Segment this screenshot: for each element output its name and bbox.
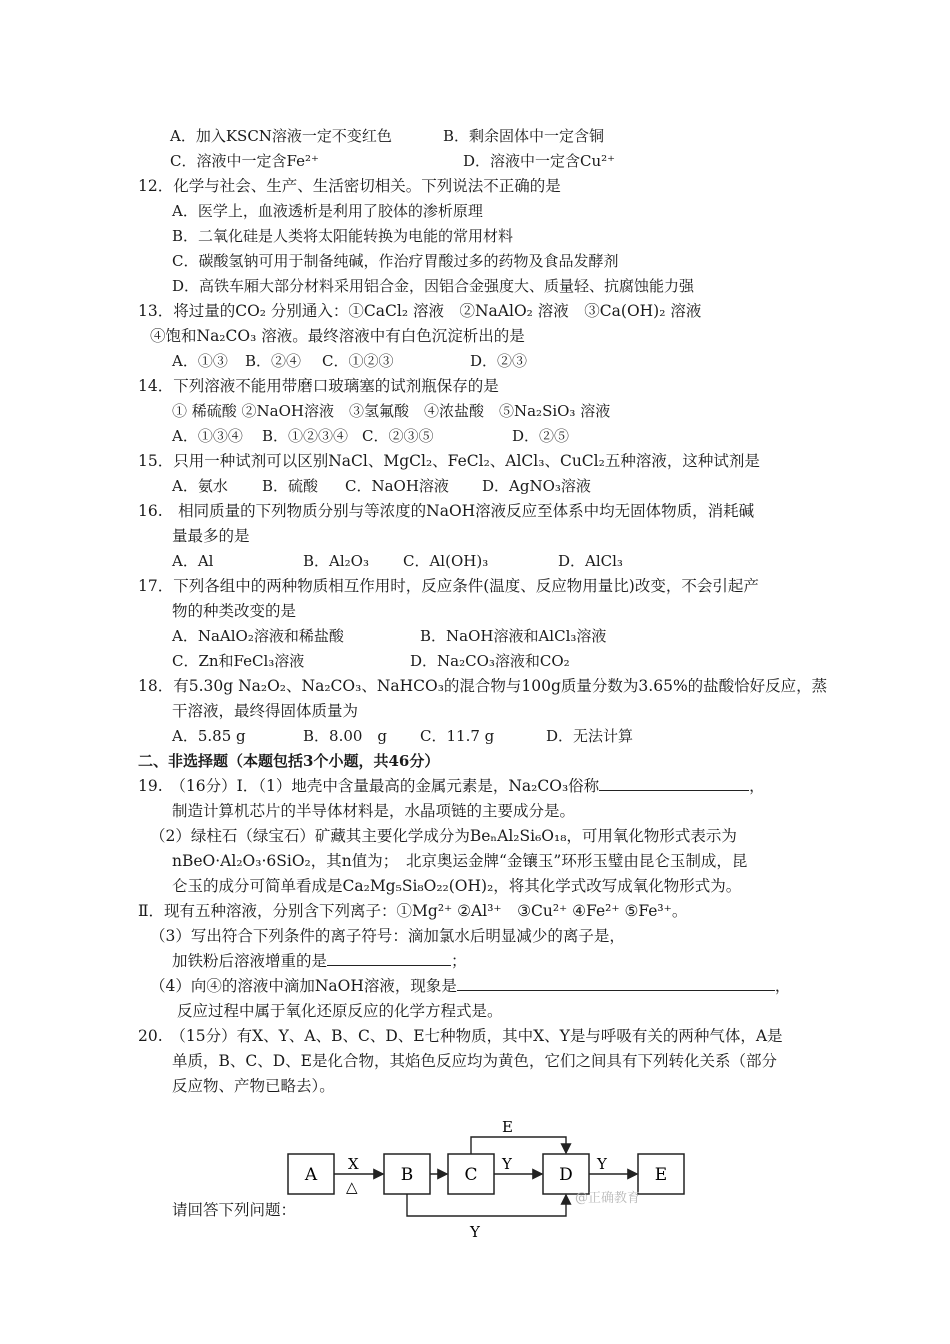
q18-option-c: C．11.7 g [420, 727, 495, 745]
q19-line-8-end: ； [451, 952, 467, 970]
q20-line-2: 单质，B、C、D、E是化合物，其焰色反应均为黄色，它们之间具有下列转化关系（部分 [172, 1052, 777, 1070]
q17-option-a: A．NaAlO₂溶液和稀盐酸 [172, 627, 344, 645]
q17-stem-2: 物的种类改变的是 [172, 602, 297, 620]
q19-line-6: Ⅱ．现有五种溶液，分别含下列离子：①Mg²⁺ ②Al³⁺ ③Cu²⁺ ④Fe²⁺ ⑤Fe³⁺。 [138, 902, 688, 920]
q18-stem: 18．有5.30g Na₂O₂、Na₂CO₃、NaHCO₃的混合物与100g质量分数为3.65%的盐酸恰好反应，蒸 [138, 677, 828, 695]
q17-option-c: C．Zn和FeCl₃溶液 [172, 652, 305, 670]
q15-option-c: C．NaOH溶液 [345, 477, 449, 495]
q16-option-d: D．AlCl₃ [558, 552, 623, 570]
q13-stem-2: ④饱和Na₂CO₃ 溶液。最终溶液中有白色沉淀析出的是 [150, 327, 525, 345]
q14-option-d: D．②⑤ [512, 427, 570, 445]
q11-option-a: A．加入KSCN溶液一定不变红色 [170, 127, 392, 145]
q19-line-9-text: （4）向④的溶液中滴加NaOH溶液，现象是 [150, 977, 457, 995]
q16-option-a: A．Al [172, 552, 214, 570]
q19-line-1-end: ， [749, 777, 765, 795]
q19-line-2: 制造计算机芯片的半导体材料是，水晶项链的主要成分是。 [172, 802, 576, 820]
q16-option-c: C．Al(OH)₃ [403, 552, 489, 570]
q15-option-a: A．氨水 [172, 477, 228, 495]
q19-line-1-text: 19. （16分）Ⅰ．（1）地壳中含量最高的金属元素是，Na₂CO₃俗称 [138, 777, 600, 795]
q15-stem: 15．只用一种试剂可以区别NaCl、MgCl₂、FeCl₂、AlCl₃、CuCl₂五种溶液，这种试剂是 [138, 452, 760, 470]
watermark: @正确教育 [575, 1191, 641, 1206]
q18-option-a: A．5.85 g [172, 727, 246, 745]
q20-line-1: 20. （15分）有X、Y、A、B、C、D、E七种物质，其中X、Y是与呼吸有关的两种气体，A是 [138, 1027, 783, 1045]
q18-option-d: D．无法计算 [546, 727, 634, 745]
q16-stem: 16. 相同质量的下列物质分别与等浓度的NaOH溶液反应至体系中均无固体物质，消耗碱 [138, 502, 755, 520]
q17-option-b: B．NaOH溶液和AlCl₃溶液 [420, 627, 607, 645]
q14-option-c: C．②③⑤ [362, 427, 434, 445]
box-d-label: D [559, 1165, 573, 1185]
q12-option-b: B．二氧化硅是人类将太阳能转换为电能的常用材料 [172, 227, 514, 245]
q19-line-1 [138, 776, 765, 796]
q19-line-8-text: 加铁粉后溶液增重的是 [172, 952, 328, 970]
q19-line-5: 仑玉的成分可简单看成是Ca₂Mg₅Si₈O₂₂(OH)₂，将其化学式改写成氧化物形式为。 [172, 877, 742, 895]
q19-line-4: nBeO·Al₂O₃·6SiO₂，其n值为； 北京奥运金牌“金镶玉”环形玉璧由昆仑玉制成，昆 [172, 852, 748, 870]
box-c-label: C [464, 1165, 478, 1185]
box-b-label: B [400, 1165, 414, 1185]
q14-option-a: A．①③④ [172, 427, 243, 445]
q18-option-b: B．8.00 g [303, 727, 388, 745]
q12-option-c: C．碳酸氢钠可用于制备纯碱，作治疗胃酸过多的药物及食品发酵剂 [172, 252, 619, 270]
q15-option-b: B．硫酸 [262, 477, 319, 495]
label-e: E [502, 1118, 513, 1136]
q11-option-d: D．溶液中一定含Cu²⁺ [463, 152, 616, 170]
q14-option-b: B．①②③④ [262, 427, 349, 445]
label-heat: △ [346, 1178, 358, 1196]
answer-blank [457, 976, 775, 991]
q14-stem: 14．下列溶液不能用带磨口玻璃塞的试剂瓶保存的是 [138, 377, 499, 395]
q13-option-c: C．①②③ [322, 352, 394, 370]
q19-line-9 [150, 976, 790, 996]
q11-option-c: C．溶液中一定含Fe²⁺ [170, 152, 319, 170]
q15-option-d: D．AgNO₃溶液 [482, 477, 591, 495]
q13-option-b: B．②④ [245, 352, 302, 370]
q19-line-3: （2）绿柱石（绿宝石）矿藏其主要化学成分为BeₙAl₂Si₆O₁₈，可用氧化物形式表示为 [150, 827, 737, 845]
label-y-bottom: Y [470, 1223, 480, 1241]
q13-option-a: A．①③ [172, 352, 228, 370]
answer-blank [599, 776, 749, 791]
q19-line-10: 反应过程中属于氧化还原反应的化学方程式是。 [177, 1002, 503, 1020]
q20-line-3: 反应物、产物已略去）。 [172, 1077, 335, 1095]
label-y-c-d: Y [502, 1155, 512, 1173]
q12-option-a: A．医学上，血液透析是利用了胶体的渗析原理 [172, 202, 483, 220]
q13-stem: 13．将过量的CO₂ 分别通入：①CaCl₂ 溶液 ②NaAlO₂ 溶液 ③Ca(OH)₂ 溶液 [138, 302, 702, 320]
q19-line-7: （3）写出符合下列条件的离子符号：滴加氯水后明显减少的离子是， [150, 927, 625, 945]
q12-stem: 12．化学与社会、生产、生活密切相关。下列说法不正确的是 [138, 177, 561, 195]
q17-option-d: D．Na₂CO₃溶液和CO₂ [410, 652, 570, 670]
q17-stem: 17．下列各组中的两种物质相互作用时，反应条件(温度、反应物用量比)改变，不会引起产 [138, 577, 759, 595]
q11-option-b: B．剩余固体中一定含铜 [443, 127, 605, 145]
q14-stem-2: ① 稀硫酸 ②NaOH溶液 ③氢氟酸 ④浓盐酸 ⑤Na₂SiO₃ 溶液 [172, 402, 611, 420]
arrow-b-d-bottom [407, 1194, 566, 1216]
box-e-label: E [654, 1165, 668, 1185]
q20-prompt: 请回答下列问题： [172, 1201, 297, 1219]
label-x: X [348, 1155, 359, 1173]
q13-option-d: D．②③ [470, 352, 528, 370]
arrow-c-d-top [471, 1137, 566, 1154]
conversion-diagram [280, 1110, 700, 1245]
q12-option-d: D．高铁车厢大部分材料采用铝合金，因铝合金强度大、质量轻、抗腐蚀能力强 [172, 277, 695, 295]
box-a-label: A [304, 1165, 318, 1185]
q19-line-9-end: ， [774, 977, 791, 995]
answer-blank [327, 951, 451, 966]
q16-stem-2: 量最多的是 [172, 527, 250, 545]
q18-stem-2: 干溶液，最终得固体质量为 [172, 702, 359, 720]
section-heading: 二、非选择题（本题包括3个小题，共46分） [138, 752, 440, 770]
q16-option-b: B．Al₂O₃ [303, 552, 369, 570]
label-y-d-e: Y [597, 1155, 607, 1173]
q19-line-8 [172, 951, 467, 971]
